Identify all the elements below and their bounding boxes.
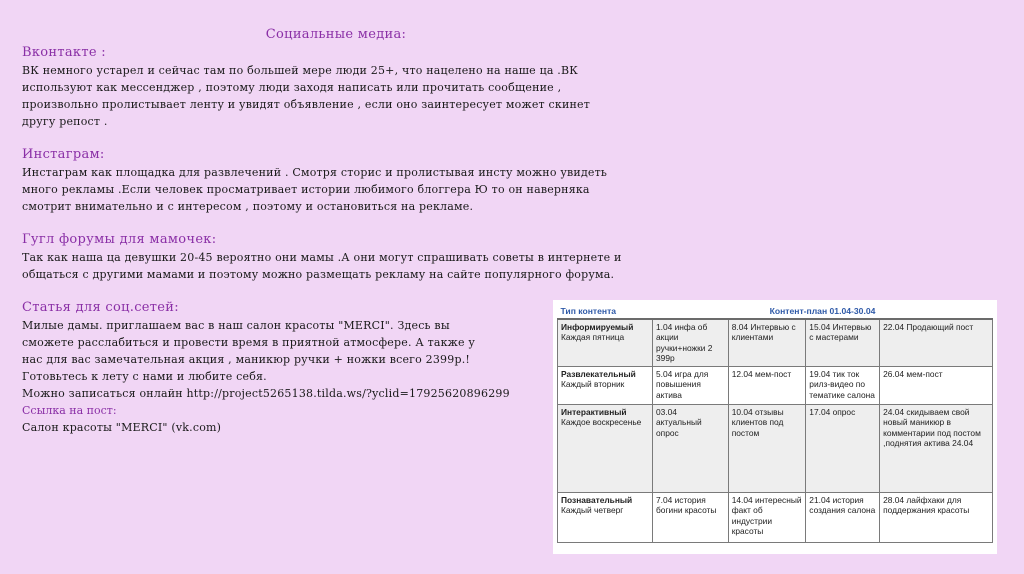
type-cell (558, 319, 653, 367)
table-row (558, 319, 993, 367)
plan-cell: 19.04 тик ток рилз-видео по тематике салона (806, 366, 880, 404)
section-heading-article: Статья для соц.сетей: (22, 300, 179, 315)
plan-cell: 8.04 Интервью с клиентами (728, 319, 806, 367)
section-line: сможете расслабиться и провести время в приятной атмосфере. А также у (22, 336, 476, 349)
section-heading-forums: Гугл форумы для мамочек: (22, 232, 217, 247)
plan-cell: 5.04 игра для повышения актива (653, 366, 729, 404)
section-heading-vk: Вконтакте : (22, 45, 106, 60)
plan-cell: 14.04 интересный факт об индустрии красоты (728, 492, 806, 542)
plan-cell: 03.04 актуальный опрос (653, 404, 729, 492)
content-plan-table (553, 300, 997, 554)
section-line: нас для вас замечательная акция , маникюр ручки + ножки всего 2399р.! (22, 353, 471, 366)
section-line: используют как мессенджер , поэтому люди заходя написать или прочитать сообщение , (22, 81, 562, 94)
plan-cell: 7.04 история богини красоты (653, 492, 729, 542)
section-line: Милые дамы. приглашаем вас в наш салон красоты "MERCI". Здесь вы (22, 319, 450, 332)
type-cell (558, 366, 653, 404)
section-heading-instagram: Инстаграм: (22, 147, 105, 162)
col-header-plan: Контент-план 01.04-30.04 (653, 305, 993, 319)
content-type: Развлекательный (561, 368, 636, 379)
table-row (558, 404, 993, 492)
section-line: произвольно пролистывает ленту и увидят объявление , если оно заинтересует может скинет (22, 98, 591, 111)
booking-url-line[interactable]: Можно записаться онлайн http://project5265138.tilda.ws/?yclid=17925620896299 (22, 387, 510, 400)
content-type: Познавательный (561, 494, 633, 505)
content-day: Каждый четверг (561, 505, 624, 515)
plan-cell: 17.04 опрос (806, 404, 880, 492)
table-row (558, 366, 993, 404)
section-line: Так как наша ца девушки 20-45 вероятно они мамы .А они могут спрашивать советы в интернете и (22, 251, 622, 264)
section-line: Инстаграм как площадка для развлечений . Смотря сторис и пролистывая инсту можно увидеть (22, 166, 608, 179)
content-type: Интерактивный (561, 406, 627, 417)
section-line: много рекламы .Если человек просматривает истории любимого блоггера Ю то он наверняка (22, 183, 590, 196)
content-day: Каждый вторник (561, 379, 625, 389)
section-line: смотрит внимательно и с интересом , поэтому и остановиться на рекламе. (22, 200, 474, 213)
plan-cell: 24.04 скидываем свой новый маникюр в комментарии под постом ,поднятия актива 24.04 (880, 404, 993, 492)
section-line: ВК немного устарел и сейчас там по большей мере люди 25+, что нацелено на наше ца .ВК (22, 64, 579, 77)
slide-title: Социальные медиа: (265, 27, 407, 42)
plan-cell: 10.04 отзывы клиентов под постом (728, 404, 806, 492)
plan-cell: 26.04 мем-пост (880, 366, 993, 404)
plan-cell: 21.04 история создания салона (806, 492, 880, 542)
section-line: другу репост . (22, 115, 108, 128)
plan-cell: 12.04 мем-пост (728, 366, 806, 404)
post-link[interactable]: Салон красоты "MERCI" (vk.com) (22, 421, 222, 434)
plan-cell: 15.04 Интервью с мастерами (806, 319, 880, 367)
content-day: Каждое воскресенье (561, 417, 642, 427)
table-row (558, 492, 993, 542)
section-line: Готовьтесь к лету с нами и любите себя. (22, 370, 267, 383)
type-cell (558, 492, 653, 542)
type-cell (558, 404, 653, 492)
plan-cell: 28.04 лайфхаки для поддержания красоты (880, 492, 993, 542)
post-link-label: Ссылка на пост: (22, 404, 117, 417)
plan-cell: 22.04 Продающий пост (880, 319, 993, 367)
content-type: Информируемый (561, 321, 634, 332)
col-header-type: Тип контента (558, 305, 653, 319)
section-line: общаться с другими мамами и поэтому можно размещать рекламу на сайте популярного форума. (22, 268, 615, 281)
content-day: Каждая пятница (561, 332, 625, 342)
plan-cell: 1.04 инфа об акции ручки+ножки 2 399р (653, 319, 729, 367)
